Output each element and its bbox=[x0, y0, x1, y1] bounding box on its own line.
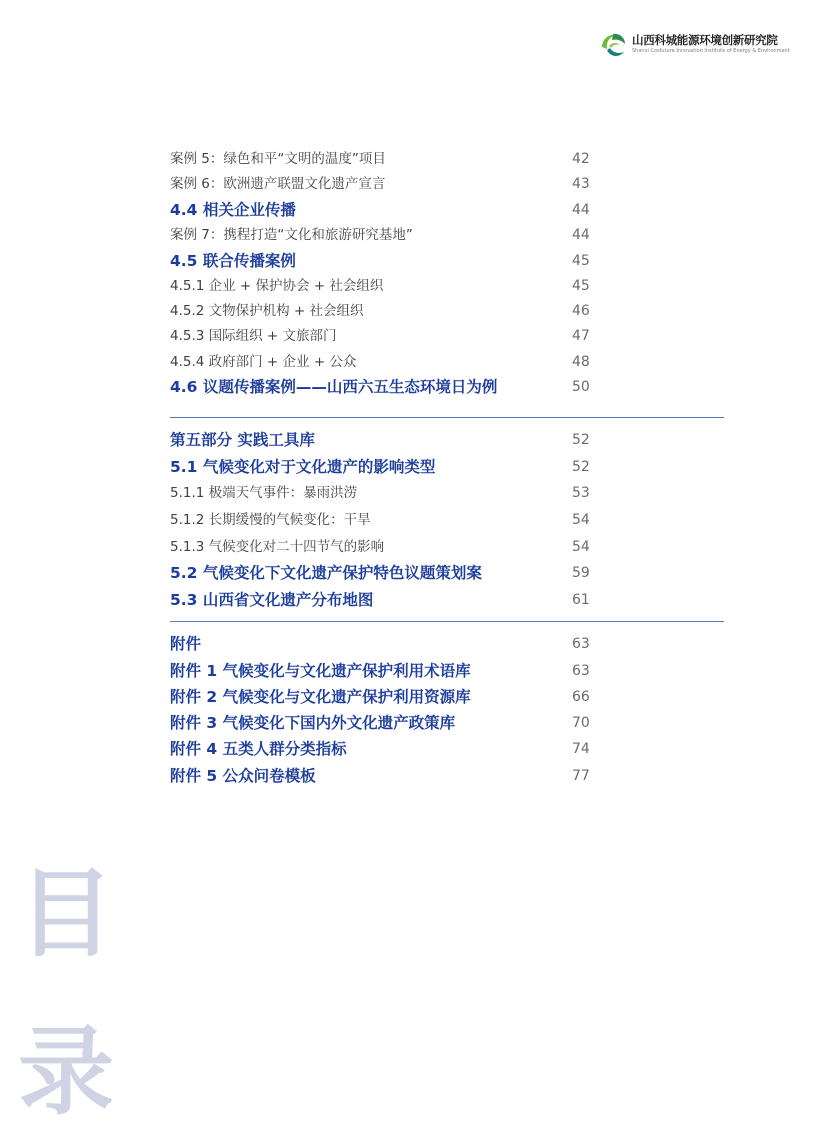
toc-entry-page: 54 bbox=[572, 539, 590, 555]
toc-entry[interactable] bbox=[170, 659, 730, 683]
toc-entry-page: 63 bbox=[572, 636, 590, 652]
toc-entry-page: 46 bbox=[572, 303, 590, 319]
toc-entry-page: 70 bbox=[572, 715, 590, 731]
toc-entry[interactable] bbox=[170, 274, 730, 298]
toc-entry-page: 59 bbox=[572, 565, 590, 581]
toc-entry[interactable] bbox=[170, 172, 730, 196]
toc-entry[interactable] bbox=[170, 147, 730, 171]
side-title-char-1: 目 bbox=[18, 858, 114, 970]
toc-entry-title: 4.5.1 企业 + 保护协会 + 社会组织 bbox=[170, 278, 384, 294]
toc-entry-title: 5.3 山西省文化遗产分布地图 bbox=[170, 591, 374, 609]
toc-entry-title: 附件 2 气候变化与文化遗产保护利用资源库 bbox=[170, 688, 471, 706]
toc-entry-title: 附件 4 五类人群分类指标 bbox=[170, 740, 347, 758]
toc-entry-title: 4.5 联合传播案例 bbox=[170, 252, 296, 270]
toc-entry[interactable] bbox=[170, 588, 730, 612]
header bbox=[598, 30, 798, 60]
toc-entry[interactable] bbox=[170, 685, 730, 709]
toc-entry-page: 66 bbox=[572, 689, 590, 705]
toc-entry-title: 4.4 相关企业传播 bbox=[170, 201, 296, 219]
toc-entry-title: 附件 3 气候变化下国内外文化遗产政策库 bbox=[170, 714, 456, 732]
org-name-en: Shanxi Cosfuture Innovation Institute of Energy & Environment bbox=[632, 48, 790, 54]
toc-entry-page: 74 bbox=[572, 741, 590, 757]
toc-entry-page: 54 bbox=[572, 512, 590, 528]
section-divider bbox=[170, 621, 724, 622]
toc-entry-page: 48 bbox=[572, 354, 590, 370]
toc-entry-title: 4.5.2 文物保护机构 + 社会组织 bbox=[170, 303, 364, 319]
toc-entry-page: 47 bbox=[572, 328, 590, 344]
toc-entry[interactable] bbox=[170, 632, 730, 656]
toc-entry[interactable] bbox=[170, 249, 730, 273]
toc-entry[interactable] bbox=[170, 428, 730, 452]
toc-entry-page: 44 bbox=[572, 227, 590, 243]
toc-entry[interactable] bbox=[170, 535, 730, 559]
toc-entry-page: 53 bbox=[572, 485, 590, 501]
toc-entry-page: 52 bbox=[572, 459, 590, 475]
org-name-cn: 山西科城能源环境创新研究院 bbox=[632, 33, 778, 47]
toc-entry[interactable] bbox=[170, 350, 730, 374]
toc-entry-title: 案例 5：绿色和平“文明的温度”项目 bbox=[170, 151, 386, 167]
institute-logo-icon bbox=[598, 30, 630, 60]
toc-entry[interactable] bbox=[170, 764, 730, 788]
toc-entry[interactable] bbox=[170, 508, 730, 532]
toc-entry[interactable] bbox=[170, 375, 730, 399]
toc-entry[interactable] bbox=[170, 481, 730, 505]
toc-entry-page: 63 bbox=[572, 663, 590, 679]
toc-entry-page: 52 bbox=[572, 432, 590, 448]
toc-entry-page: 45 bbox=[572, 278, 590, 294]
toc-entry-title: 附件 bbox=[170, 635, 202, 653]
toc-entry[interactable] bbox=[170, 223, 730, 247]
toc-entry-page: 61 bbox=[572, 592, 590, 608]
toc-entry-page: 77 bbox=[572, 768, 590, 784]
toc-entry[interactable] bbox=[170, 561, 730, 585]
toc-entry-title: 5.1.2 长期缓慢的气候变化：干旱 bbox=[170, 512, 371, 528]
toc-entry-title: 案例 7：携程打造“文化和旅游研究基地” bbox=[170, 227, 413, 243]
toc-entry-title: 4.6 议题传播案例——山西六五生态环境日为例 bbox=[170, 378, 498, 396]
toc-entry-title: 4.5.4 政府部门 + 企业 + 公众 bbox=[170, 354, 357, 370]
toc-entry[interactable] bbox=[170, 711, 730, 735]
toc-entry-page: 42 bbox=[572, 151, 590, 167]
toc-entry[interactable] bbox=[170, 299, 730, 323]
toc-entry-page: 43 bbox=[572, 176, 590, 192]
toc-entry-title: 5.1.3 气候变化对二十四节气的影响 bbox=[170, 539, 385, 555]
toc-entry-title: 5.1 气候变化对于文化遗产的影响类型 bbox=[170, 458, 436, 476]
toc-entry-page: 50 bbox=[572, 379, 590, 395]
toc-entry[interactable] bbox=[170, 198, 730, 222]
toc-entry[interactable] bbox=[170, 324, 730, 348]
toc-entry-title: 5.2 气候变化下文化遗产保护特色议题策划案 bbox=[170, 564, 482, 582]
toc-entry-title: 4.5.3 国际组织 + 文旅部门 bbox=[170, 328, 337, 344]
toc-entry-title: 附件 1 气候变化与文化遗产保护利用术语库 bbox=[170, 662, 471, 680]
toc-entry[interactable] bbox=[170, 455, 730, 479]
toc-entry[interactable] bbox=[170, 737, 730, 761]
side-title-char-2: 录 bbox=[18, 1016, 114, 1128]
toc-entry-title: 附件 5 公众问卷模板 bbox=[170, 767, 316, 785]
toc-entry-title: 案例 6：欧洲遗产联盟文化遗产宣言 bbox=[170, 176, 386, 192]
section-divider bbox=[170, 417, 724, 418]
toc-entry-title: 第五部分 实践工具库 bbox=[170, 431, 315, 449]
toc-entry-page: 45 bbox=[572, 253, 590, 269]
toc-entry-title: 5.1.1 极端天气事件：暴雨洪涝 bbox=[170, 485, 358, 501]
toc-entry-page: 44 bbox=[572, 202, 590, 218]
